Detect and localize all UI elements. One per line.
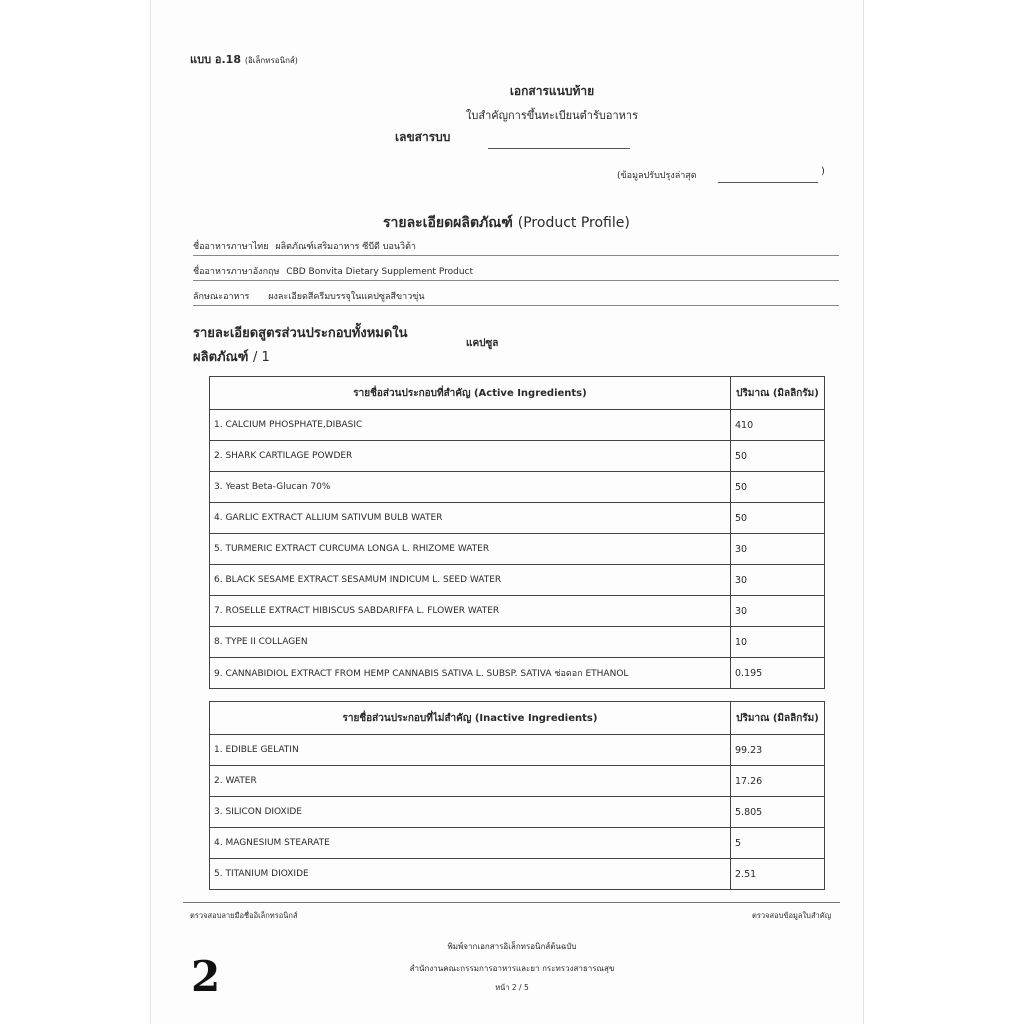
appearance-value: ผงละเอียดสีครีมบรรจุในแคปซูลสีขาวขุ่น bbox=[268, 292, 425, 302]
formula-heading-line1: รายละเอียดสูตรส่วนประกอบทั้งหมดใน bbox=[193, 326, 408, 341]
ingredient-name: 9. CANNABIDIOL EXTRACT FROM HEMP CANNABIS SATIVA L. SUBSP. SATIVA ช่อดอก ETHANOL bbox=[210, 658, 731, 689]
inactive-header-name: รายชื่อส่วนประกอบที่ไม่สำคัญ (Inactive Ingredients) bbox=[210, 702, 731, 735]
ingredient-quantity: 0.195 bbox=[731, 658, 825, 689]
ingredient-name: 3. Yeast Beta-Glucan 70% bbox=[210, 472, 731, 503]
formula-unit: แคปซูล bbox=[466, 338, 499, 349]
ingredient-name: 6. BLACK SESAME EXTRACT SESAMUM INDICUM L. SEED WATER bbox=[210, 565, 731, 596]
form-code-note: (อิเล็กทรอนิกส์) bbox=[244, 56, 298, 65]
print-copy-note: พิมพ์จากเอกสารอิเล็กทรอนิกส์ต้นฉบับ bbox=[447, 942, 577, 951]
ingredient-quantity: 2.51 bbox=[731, 859, 825, 890]
table-row bbox=[210, 596, 825, 627]
ingredient-quantity: 50 bbox=[731, 441, 825, 472]
ingredient-name: 4. GARLIC EXTRACT ALLIUM SATIVUM BULB WATER bbox=[210, 503, 731, 534]
ingredient-name: 7. ROSELLE EXTRACT HIBISCUS SABDARIFFA L. FLOWER WATER bbox=[210, 596, 731, 627]
table-row bbox=[210, 565, 825, 596]
ingredient-name: 8. TYPE II COLLAGEN bbox=[210, 627, 731, 658]
table-row bbox=[210, 766, 825, 797]
reg-no-line bbox=[488, 148, 630, 149]
table-header-row bbox=[210, 377, 825, 410]
product-profile-title bbox=[383, 212, 630, 234]
profile-title-en: (Product Profile) bbox=[517, 215, 630, 231]
table-row bbox=[210, 472, 825, 503]
table-row bbox=[210, 441, 825, 472]
ingredient-name: 5. TITANIUM DIOXIDE bbox=[210, 859, 731, 890]
page-number: หน้า 2 / 5 bbox=[495, 983, 529, 992]
large-page-number: 2 bbox=[191, 952, 221, 1001]
appearance-label: ลักษณะอาหาร bbox=[193, 292, 250, 302]
active-header-qty: ปริมาณ (มิลลิกรัม) bbox=[731, 377, 825, 410]
table-row bbox=[210, 797, 825, 828]
ingredient-quantity: 99.23 bbox=[731, 735, 825, 766]
inactive-ingredients-table bbox=[209, 701, 825, 890]
table-row bbox=[210, 534, 825, 565]
ingredient-quantity: 50 bbox=[731, 503, 825, 534]
ingredient-quantity: 17.26 bbox=[731, 766, 825, 797]
ingredient-quantity: 50 bbox=[731, 472, 825, 503]
thai-name-label: ชื่ออาหารภาษาไทย bbox=[193, 242, 269, 252]
footer-divider bbox=[183, 902, 840, 903]
form-code-label: แบบ อ.18 bbox=[190, 53, 241, 66]
ingredient-name: 3. SILICON DIOXIDE bbox=[210, 797, 731, 828]
table-row bbox=[210, 859, 825, 890]
table-header-row bbox=[210, 702, 825, 735]
certificate-check-note: ตรวจสอบข้อมูลใบสำคัญ bbox=[752, 911, 832, 920]
ingredient-name: 4. MAGNESIUM STEARATE bbox=[210, 828, 731, 859]
ingredient-quantity: 5 bbox=[731, 828, 825, 859]
formula-heading-line2 bbox=[193, 346, 270, 367]
updated-close: ) bbox=[821, 166, 825, 177]
ingredient-name: 2. SHARK CARTILAGE POWDER bbox=[210, 441, 731, 472]
ingredient-quantity: 5.805 bbox=[731, 797, 825, 828]
ingredient-name: 1. CALCIUM PHOSPHATE,DIBASIC bbox=[210, 410, 731, 441]
updated-label: (ข้อมูลปรับปรุงล่าสุด bbox=[617, 171, 697, 181]
signature-check-note: ตรวจสอบลายมือชื่ออิเล็กทรอนิกส์ bbox=[190, 911, 298, 920]
ingredient-name: 2. WATER bbox=[210, 766, 731, 797]
formula-heading-product: ผลิตภัณฑ์ bbox=[193, 350, 249, 365]
table-row bbox=[210, 503, 825, 534]
ingredient-quantity: 30 bbox=[731, 534, 825, 565]
english-name-label: ชื่ออาหารภาษาอังกฤษ bbox=[193, 267, 280, 277]
ingredient-quantity: 410 bbox=[731, 410, 825, 441]
profile-title-thai: รายละเอียดผลิตภัณฑ์ bbox=[383, 215, 513, 231]
thai-name-value: ผลิตภัณฑ์เสริมอาหาร ซีบีดี บอนวิต้า bbox=[275, 242, 416, 252]
table-row bbox=[210, 658, 825, 689]
agency-name: สำนักงานคณะกรรมการอาหารและยา กระทรวงสาธารณสุข bbox=[409, 964, 615, 973]
ingredient-quantity: 10 bbox=[731, 627, 825, 658]
ingredient-name: 5. TURMERIC EXTRACT CURCUMA LONGA L. RHIZOME WATER bbox=[210, 534, 731, 565]
table-row bbox=[210, 627, 825, 658]
table-row bbox=[210, 828, 825, 859]
form-code bbox=[190, 50, 298, 68]
active-header-name: รายชื่อส่วนประกอบที่สำคัญ (Active Ingredients) bbox=[210, 377, 731, 410]
reg-no-label: เลขสารบบ bbox=[395, 130, 451, 144]
ingredient-quantity: 30 bbox=[731, 565, 825, 596]
inactive-header-qty: ปริมาณ (มิลลิกรัม) bbox=[731, 702, 825, 735]
thai-name-field bbox=[193, 239, 839, 256]
updated-line bbox=[718, 182, 818, 183]
ingredient-name: 1. EDIBLE GELATIN bbox=[210, 735, 731, 766]
english-name-field bbox=[193, 264, 839, 281]
appearance-field bbox=[193, 289, 839, 306]
ingredient-quantity: 30 bbox=[731, 596, 825, 627]
formula-heading-suffix: / 1 bbox=[252, 350, 270, 365]
annex-title: เอกสารแนบท้าย bbox=[509, 84, 595, 98]
active-ingredients-table bbox=[209, 376, 825, 689]
english-name-value: CBD Bonvita Dietary Supplement Product bbox=[286, 267, 473, 277]
table-row bbox=[210, 410, 825, 441]
table-row bbox=[210, 735, 825, 766]
certificate-subtitle: ใบสำคัญการขึ้นทะเบียนตำรับอาหาร bbox=[466, 109, 638, 122]
